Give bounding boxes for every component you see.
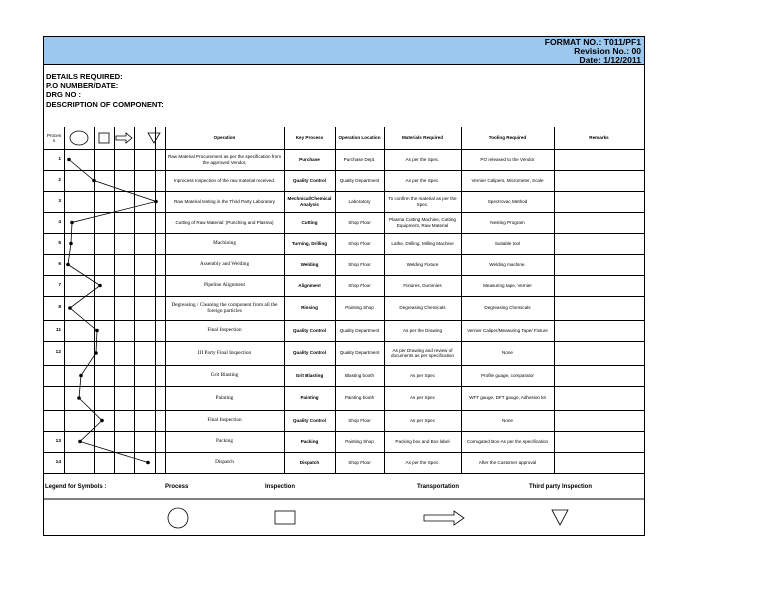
key-process-cell: Alignment: [298, 282, 321, 288]
col-header-process: Proces s: [46, 132, 62, 143]
tooling-cell: Nesting Program: [490, 219, 525, 225]
col-header-tooling-required: Tooling Required: [488, 135, 527, 141]
row-number: 13: [55, 438, 61, 444]
materials-cell: As per Spec: [409, 372, 436, 378]
legend-square-icon: [275, 511, 295, 524]
col-header-key-process: Key Process: [295, 135, 324, 141]
tooling-cell: Vernier Caliper/Measuring Tape/ Fixture: [467, 327, 548, 333]
operation-cell: Degreasing / Cleaning the component from all the foreign particles: [171, 301, 278, 314]
materials-cell: Welding Fixture: [406, 261, 439, 267]
tooling-cell: Degreasing Chemicals: [484, 305, 531, 311]
operation-cell: Raw Material testing in the Third Party Laboratory: [173, 198, 276, 204]
tooling-cell: Profile guage, comparator: [481, 372, 534, 378]
tooling-cell: PO released to the Vendor: [480, 156, 535, 162]
operation-cell: Cutting of Raw Material: (Punching and Plasma): [175, 219, 274, 225]
row-number: 2: [58, 177, 61, 183]
materials-cell: As per the Spec.: [405, 177, 440, 183]
legend-inspection-label: Inspection: [265, 484, 296, 490]
row-number: 3: [58, 198, 61, 204]
key-process-cell: Painting: [300, 395, 319, 401]
row-number: 8: [58, 305, 61, 311]
row-number: 12: [55, 350, 61, 356]
materials-cell: As per the Drawing: [402, 327, 443, 333]
legend-symbols: [44, 37, 644, 537]
tooling-cell: WFT gauge, DFT gauge, Adhesion kit: [469, 395, 546, 401]
revision-number: Revision No.: 00: [574, 46, 641, 56]
col-header-operation-location: Operation Location: [338, 135, 381, 141]
operation-cell: Painting: [215, 394, 234, 401]
location-cell: Shop Floor: [348, 219, 371, 225]
operation-cell: Final Inspection: [207, 327, 242, 334]
operation-cell: III Party Final Inspection: [197, 349, 252, 356]
location-cell: Painting Shop: [345, 305, 374, 311]
location-cell: Quality Department: [339, 327, 380, 333]
location-cell: Laboratory: [348, 198, 371, 204]
materials-cell: As per the Spec.: [405, 459, 440, 465]
location-cell: Painting booth: [344, 395, 375, 401]
legend-arrow-right-icon: [424, 511, 464, 525]
materials-cell: Packing box and Box label: [395, 438, 450, 444]
operation-cell: Assembly and Welding: [199, 261, 250, 268]
location-cell: Painting Shop: [345, 438, 374, 444]
po-number-label: P.O NUMBER/DATE:: [46, 81, 119, 91]
row-number: 11: [55, 327, 61, 333]
location-cell: Shop Floor: [348, 261, 371, 267]
location-cell: Quality Department: [339, 177, 380, 183]
row-number: 1: [58, 156, 61, 162]
key-process-cell: Quality Control: [292, 327, 327, 333]
tooling-cell: None: [502, 350, 513, 356]
row-number: 4: [58, 219, 61, 225]
legend-transportation-label: Transportation: [417, 484, 460, 490]
key-process-cell: Welding: [300, 261, 319, 267]
key-process-cell: Quality Control: [292, 177, 327, 183]
row-number: 14: [55, 459, 61, 465]
row-number: 6: [58, 261, 61, 267]
operation-cell: Grit Blasting: [210, 372, 239, 379]
location-cell: Shop Floor: [348, 282, 371, 288]
legend-process-label: Process: [165, 484, 189, 490]
format-number: FORMAT NO.: T011/PF1: [544, 37, 641, 47]
tooling-cell: Spectrovac Method: [487, 198, 528, 204]
tooling-cell: Suitable tool: [494, 240, 521, 246]
operation-cell: Packing: [215, 438, 234, 445]
component-description-label: DESCRIPTION OF COMPONENT:: [46, 99, 164, 109]
legend-title: Legend for Symbols :: [45, 484, 107, 490]
location-cell: Shop Floor: [348, 240, 371, 246]
location-cell: Shop Floor: [348, 417, 371, 423]
details-required-label: DETAILS REQUIRED:: [46, 72, 123, 81]
key-process-cell: Grit Blasting: [295, 372, 324, 378]
key-process-cell: Rinsing: [301, 305, 318, 311]
row-number: 7: [58, 282, 61, 288]
legend-circle-icon: [168, 508, 188, 528]
key-process-cell: Purchase: [299, 156, 320, 162]
materials-cell: As per Spec: [409, 395, 436, 401]
tooling-cell: Vernier Calipers, Micrometer, Scale: [471, 177, 544, 183]
key-process-cell: Dispatch: [299, 459, 320, 465]
key-process-cell: Packing: [300, 438, 319, 444]
row-number: 5: [58, 240, 61, 246]
tooling-cell: After the Customer approval: [478, 459, 537, 465]
materials-cell: Lathe, Drilling, Milling Machine: [391, 240, 454, 246]
col-header-materials-required: Materials Required: [401, 135, 444, 141]
tooling-cell: None: [502, 417, 513, 423]
key-process-cell: Turning, Drilling: [291, 240, 328, 246]
process-flow-form: [43, 36, 645, 536]
operation-cell: Raw Material Procurement as per the specification from the approved Vendor,: [167, 154, 282, 165]
materials-cell: As per Drawing and review of documents as per specification: [390, 347, 455, 358]
materials-cell: As per the Spec.: [405, 156, 440, 162]
location-cell: Blasting booth: [344, 372, 375, 378]
key-process-cell: Quality Control: [292, 350, 327, 356]
operation-cell: Dispatch: [215, 459, 234, 466]
operation-cell: Machining: [213, 240, 236, 247]
col-header-operation: Operation: [213, 135, 236, 141]
drg-number-label: DRG NO :: [46, 90, 82, 100]
location-cell: Shop Floor: [348, 459, 371, 465]
legend-third-party-label: Third party Inspection: [529, 484, 593, 490]
tooling-cell: Welding machine.: [489, 261, 526, 267]
form-date: Date: 1/12/2011: [579, 55, 641, 65]
materials-cell: Degreasing Chemicals: [399, 305, 446, 311]
operation-cell: Pipeline Alignment: [203, 282, 246, 289]
key-process-cell: Mechnical/Chemical Analysis: [287, 196, 332, 207]
col-header-remarks: Remarks: [589, 135, 609, 141]
materials-cell: Plasma Cutting Machine, Cutting Equipment, Raw Material: [389, 217, 456, 228]
materials-cell: To confirm the material as per the Spec.: [388, 196, 457, 207]
operation-cell: Final Inspection: [207, 417, 242, 424]
tooling-cell: Measuring tape, Vernier: [483, 282, 532, 288]
key-process-cell: Cutting: [301, 219, 318, 225]
location-cell: Quality Department: [339, 350, 380, 356]
materials-cell: Fixtures, Dummies: [403, 282, 442, 288]
operation-cell: Inprocess Inspection of the raw material received.: [173, 177, 276, 183]
key-process-cell: Quality Control: [292, 417, 327, 423]
location-cell: Purchase Dept.: [343, 156, 376, 162]
materials-cell: As per Spec: [409, 417, 436, 423]
legend-triangle-down-icon: [552, 510, 568, 525]
tooling-cell: Corrugated Box-As per the specification: [466, 438, 549, 444]
